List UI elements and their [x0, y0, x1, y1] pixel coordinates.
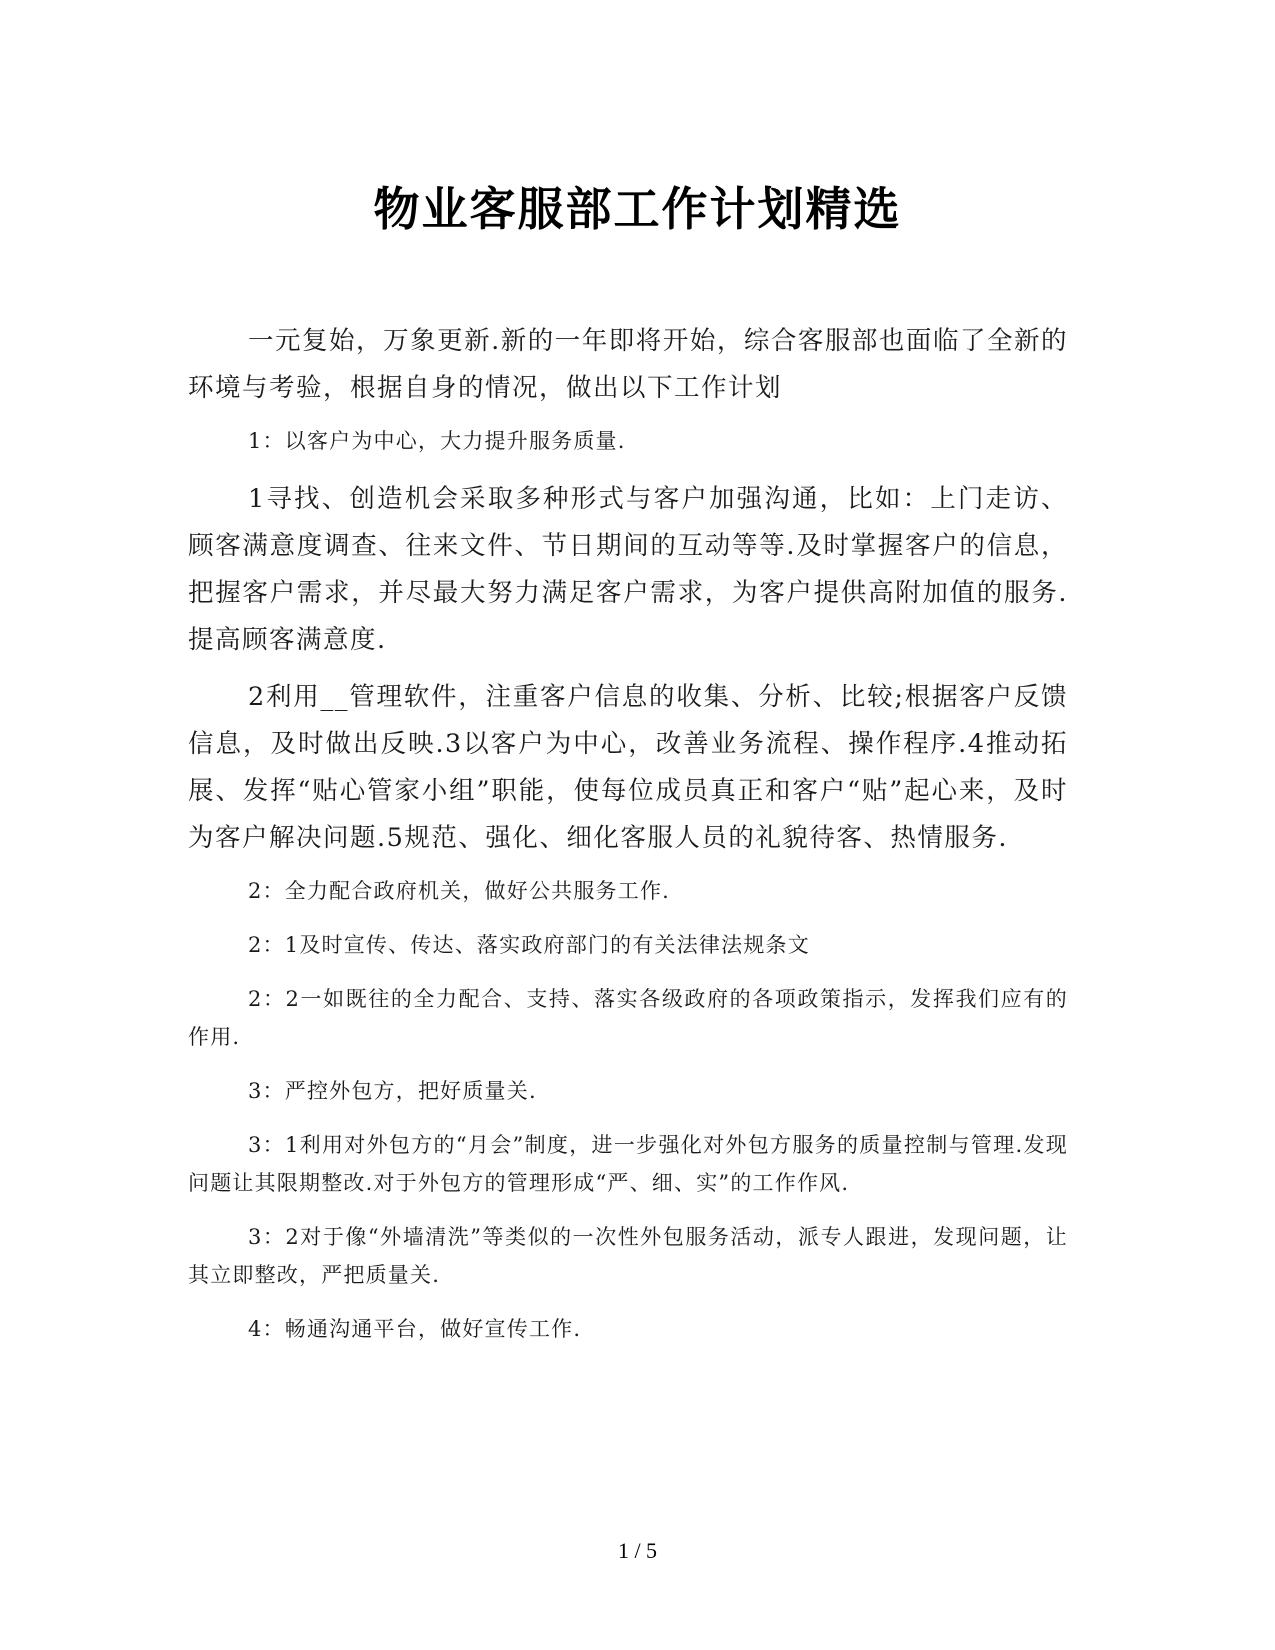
paragraph: 3：严控外包方，把好质量关.: [248, 1079, 537, 1103]
paragraph: 2利用__管理软件，注重客户信息的收集、分析、比较;根据客户反馈信息，及时做出反映.3以客户为中心，改善业务流程、操作程序.4推动拓展、发挥“贴心管家小组”职能，使每位成员真正和客户“贴”起心来，及时为客户解决问题.5规范、强化、细化客服人员的礼貌待客、热情服务.: [188, 682, 1068, 853]
paragraph: 2：2一如既往的全力配合、支持、落实各级政府的各项政策指示，发挥我们应有的作用.: [188, 987, 1068, 1049]
paragraph: 一元复始，万象更新.新的一年即将开始，综合客服部也面临了全新的环境与考验，根据自身的情况，做出以下工作计划: [188, 326, 1068, 403]
document-body: [188, 318, 1068, 1364]
paragraph: 3：2对于像“外墙清洗”等类似的一次性外包服务活动，派专人跟进，发现问题，让其立即整改，严把质量关.: [188, 1225, 1068, 1287]
paragraph: 2：1及时宣传、传达、落实政府部门的有关法律法规条文: [248, 933, 810, 957]
paragraph: 1寻找、创造机会采取多种形式与客户加强沟通，比如：上门走访、顾客满意度调查、往来文件、节日期间的互动等等.及时掌握客户的信息，把握客户需求，并尽最大努力满足客户需求，为客户提供高附加值的服务.提高顾客满意度.: [188, 484, 1068, 655]
paragraph: 4：畅通沟通平台，做好宣传工作.: [248, 1317, 582, 1341]
page-number: 1 / 5: [617, 1538, 658, 1563]
document-title: 物业客服部工作计划精选: [373, 181, 902, 236]
paragraph: 1：以客户为中心，大力提升服务质量.: [248, 429, 626, 453]
paragraph: 2：全力配合政府机关，做好公共服务工作.: [248, 879, 671, 903]
paragraph: 3：1利用对外包方的“月会”制度，进一步强化对外包方服务的质量控制与管理.发现问题让其限期整改.对于外包方的管理形成“严、细、实”的工作作风.: [188, 1133, 1068, 1195]
